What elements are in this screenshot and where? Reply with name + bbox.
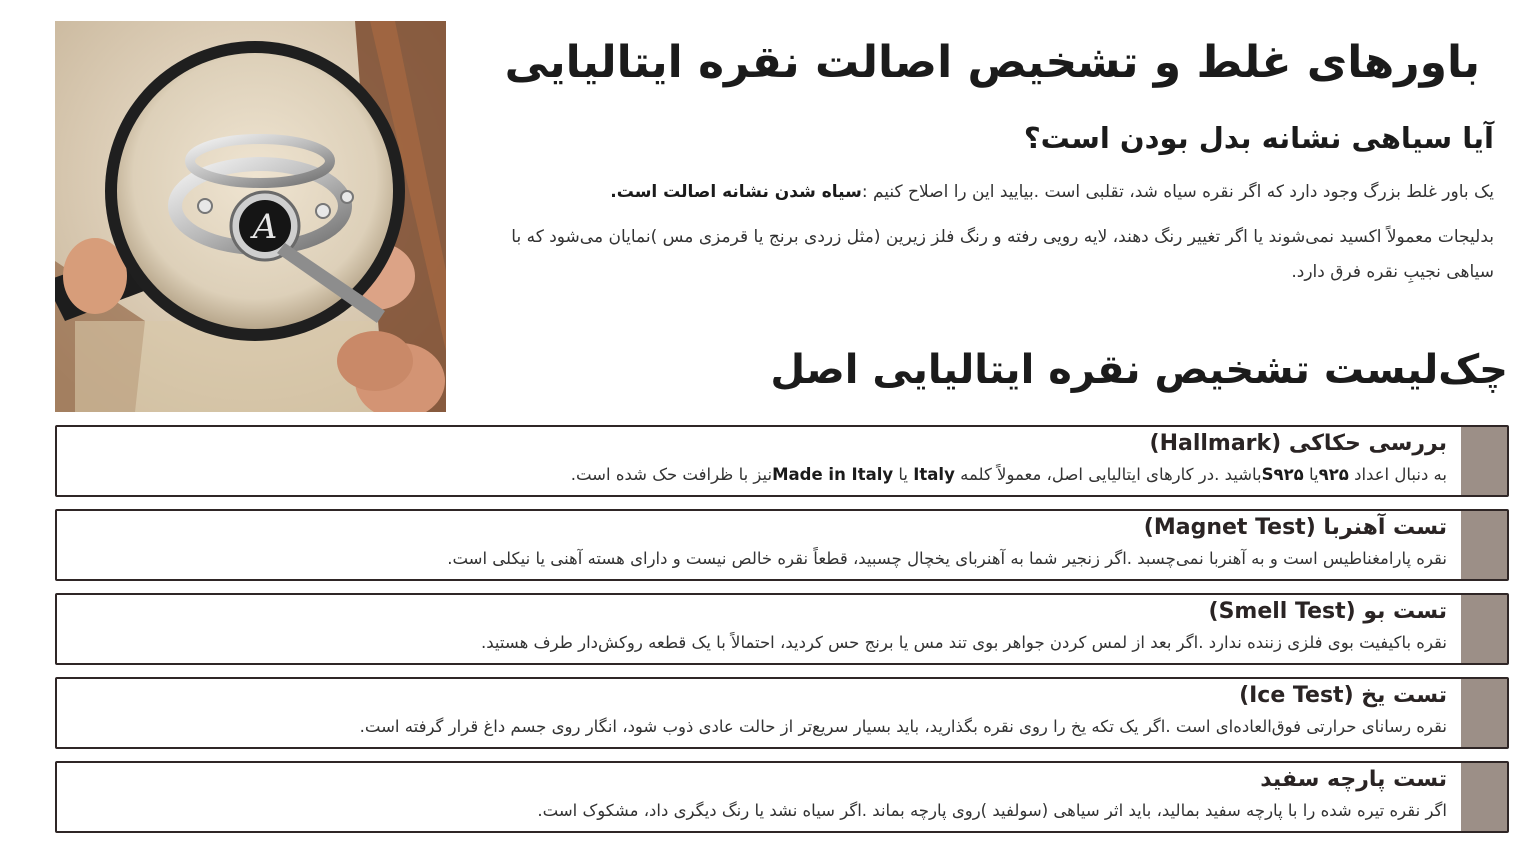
card-description: نقره باکیفیت بوی فلزی زننده ندارد .اگر بعد از لمس کردن جواهر بوی تند مس یا برنج حس کردید، احتمالاً با یک قطعه روکش‌دار طرف هستید. <box>481 633 1447 652</box>
card-description: نقره رسانای حرارتی فوق‌العاده‌ای است .اگر یک تکه یخ را روی نقره بگذارید، باید بسیار سریع‌تر از حالت عادی ذوب شود، انگار روی جسم داغ قرار گرفته است. <box>359 717 1447 736</box>
card-desc-part: به دنبال اعداد <box>1354 465 1447 484</box>
checklist-card-ice <box>55 677 1509 749</box>
card-accent-bar <box>1461 511 1507 579</box>
card-title: تست آهنربا (Magnet Test) <box>1143 515 1447 540</box>
card-desc-bold: Made in Italy <box>772 465 894 484</box>
page-title: باورهای غلط و تشخیص اصالت نقره ایتالیایی <box>504 37 1480 88</box>
checklist-card-magnet <box>55 509 1509 581</box>
intro-paragraph-1 <box>480 175 1494 210</box>
card-description: اگر نقره تیره شده را با پارچه سفید بمالید، باید اثر سیاهی (سولفید )روی پارچه بماند .اگر سیاه نشد یا رنگ دیگری داد، مشکوک است. <box>537 801 1447 820</box>
intro-paragraph-2: بدلیجات معمولاً اکسید نمی‌شوند یا اگر تغییر رنگ دهند، لایه رویی رفته و رنگ فلز زیرین (مثل زردی برنج یا قرمزی مس )نمایان می‌شود که با سیاهی نجیبِ نقره فرق دارد. <box>511 227 1494 282</box>
checklist-card-smell <box>55 593 1509 665</box>
intro-paragraph-1-text: یک باور غلط بزرگ وجود دارد که اگر نقره سیاه شد، تقلبی است .بیایید این را اصلاح کنیم : <box>861 182 1494 202</box>
card-desc-part: نیز با ظرافت حک شده است. <box>570 465 773 484</box>
intro-section <box>480 28 1494 290</box>
svg-text:A: A <box>252 207 278 247</box>
checklist-card-hallmark <box>55 425 1509 497</box>
intro-paragraph-1-bold: سیاه شدن نشانه اصالت است. <box>610 182 862 202</box>
card-desc-part: یا <box>1309 465 1319 484</box>
checklist-title: چک‌لیست تشخیص نقره ایتالیایی اصل <box>770 347 1508 393</box>
card-desc-bold: ۹۲۵ <box>1318 465 1349 484</box>
card-desc-part: یا <box>898 465 909 484</box>
card-desc-part: باشید .در کارهای ایتالیایی اصل، معمولاً کلمه <box>960 465 1262 484</box>
card-title: تست یخ (Ice Test) <box>1239 683 1447 708</box>
card-accent-bar <box>1461 763 1507 831</box>
card-desc-bold: Italy <box>913 465 955 484</box>
card-title: بررسی حکاکی (Hallmark) <box>1149 431 1447 456</box>
hero-image <box>55 21 446 412</box>
card-title: تست بو (Smell Test) <box>1208 599 1447 624</box>
card-description: نقره پارامغناطیس است و به آهنربا نمی‌چسبد .اگر زنجیر شما به آهنربای یخچال چسبید، قطعاً نقره خالص نیست و دارای هسته آهنی یا نیکلی است. <box>447 549 1447 568</box>
checklist-card-white-cloth <box>55 761 1509 833</box>
card-desc-bold: S۹۲۵ <box>1261 465 1304 484</box>
section-subtitle: آیا سیاهی نشانه بدل بودن است؟ <box>1023 121 1494 155</box>
card-title: تست پارچه سفید <box>1260 767 1447 792</box>
card-description <box>67 460 1447 490</box>
card-accent-bar <box>1461 679 1507 747</box>
card-accent-bar <box>1461 595 1507 663</box>
card-accent-bar <box>1461 427 1507 495</box>
